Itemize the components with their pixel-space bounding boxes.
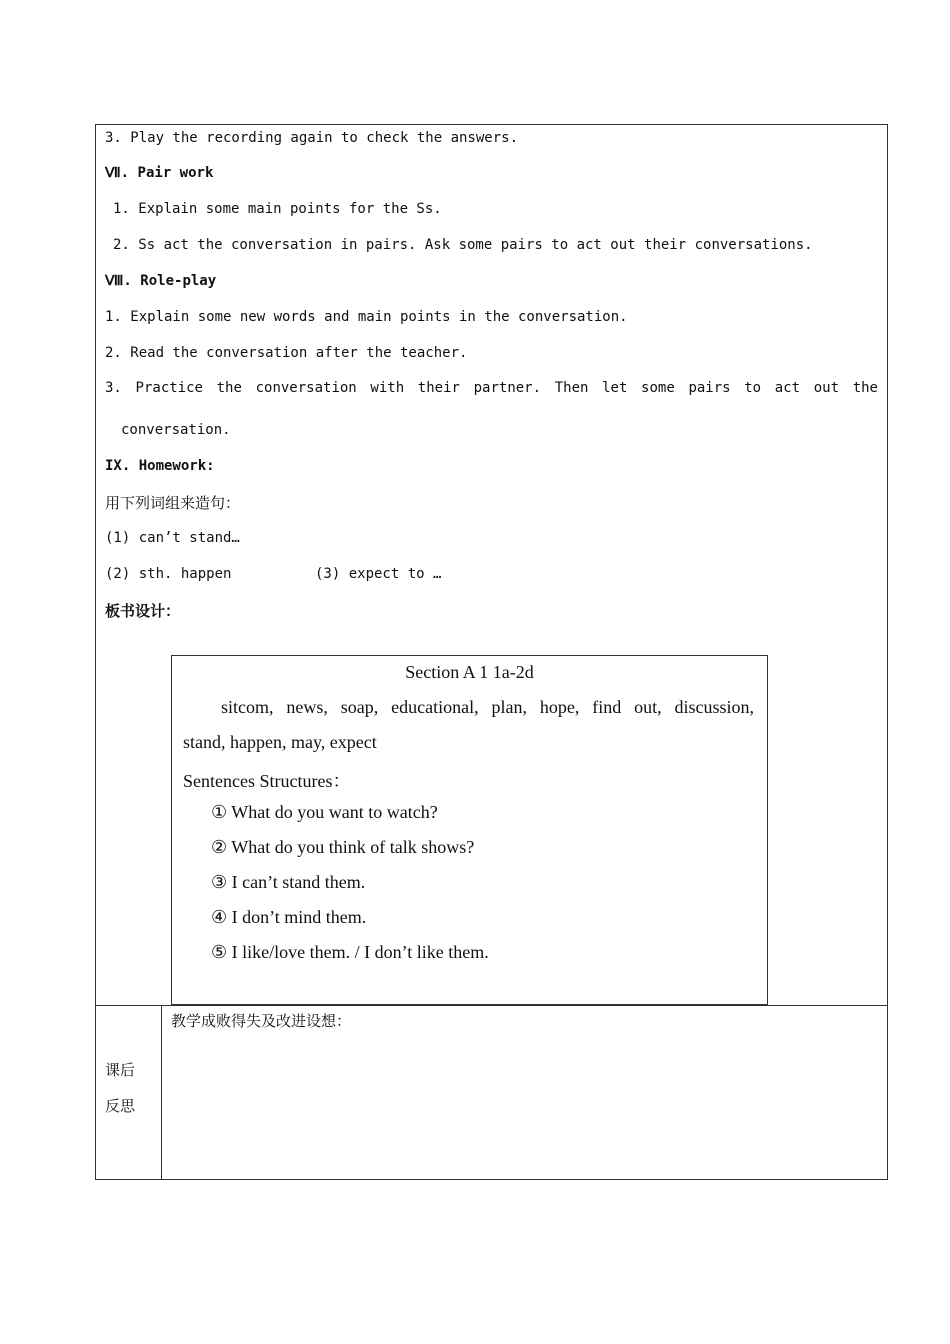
board-sentence: ② What do you think of talk shows? — [211, 837, 475, 857]
board-sentence: ③ I can’t stand them. — [211, 872, 366, 892]
column-divider — [161, 1005, 162, 1180]
homework-instruction: 用下列词组来造句： — [105, 494, 241, 512]
pair-work-heading: Ⅶ. Pair work — [105, 165, 214, 181]
board-sentence: ① What do you want to watch? — [211, 802, 438, 822]
pair-work-item: 1. Explain some main points for the Ss. — [113, 201, 442, 217]
reflection-label: 课后 — [105, 1061, 136, 1079]
pair-work-item: 2. Ss act the conversation in pairs. Ask some pairs to act out their conversations. — [113, 237, 813, 253]
role-play-item: 1. Explain some new words and main points in the conversation. — [105, 309, 628, 325]
board-vocabulary: sitcom, news, soap, educational, plan, hope, find out, discussion, — [221, 697, 754, 717]
role-play-heading: Ⅷ. Role-play — [105, 273, 217, 289]
row-divider — [95, 1005, 888, 1006]
board-sentence: ⑤ I like/love them. / I don’t like them. — [211, 942, 489, 962]
role-play-item: 3. Practice the conversation with their partner. Then let some pairs to act out the — [105, 380, 878, 396]
step-check-recording: 3. Play the recording again to check the answers. — [105, 130, 519, 146]
board-structures-label: Sentences Structures： — [183, 771, 351, 791]
homework-item: (1) can’t stand… — [105, 530, 240, 546]
reflection-prompt: 教学成败得失及改进设想： — [171, 1012, 352, 1030]
board-vocabulary-continuation: stand, happen, may, expect — [183, 732, 377, 752]
homework-item: (2) sth. happen — [105, 566, 232, 582]
role-play-item-continuation: conversation. — [121, 422, 231, 438]
board-sentence: ④ I don’t mind them. — [211, 907, 367, 927]
board-title: Section A 1 1a-2d — [405, 662, 534, 682]
board-design-label: 板书设计： — [105, 602, 181, 620]
role-play-item: 2. Read the conversation after the teacher. — [105, 345, 468, 361]
homework-item: (3) expect to … — [315, 566, 442, 582]
homework-heading: IX. Homework: — [105, 458, 215, 474]
reflection-label: 反思 — [105, 1097, 136, 1115]
